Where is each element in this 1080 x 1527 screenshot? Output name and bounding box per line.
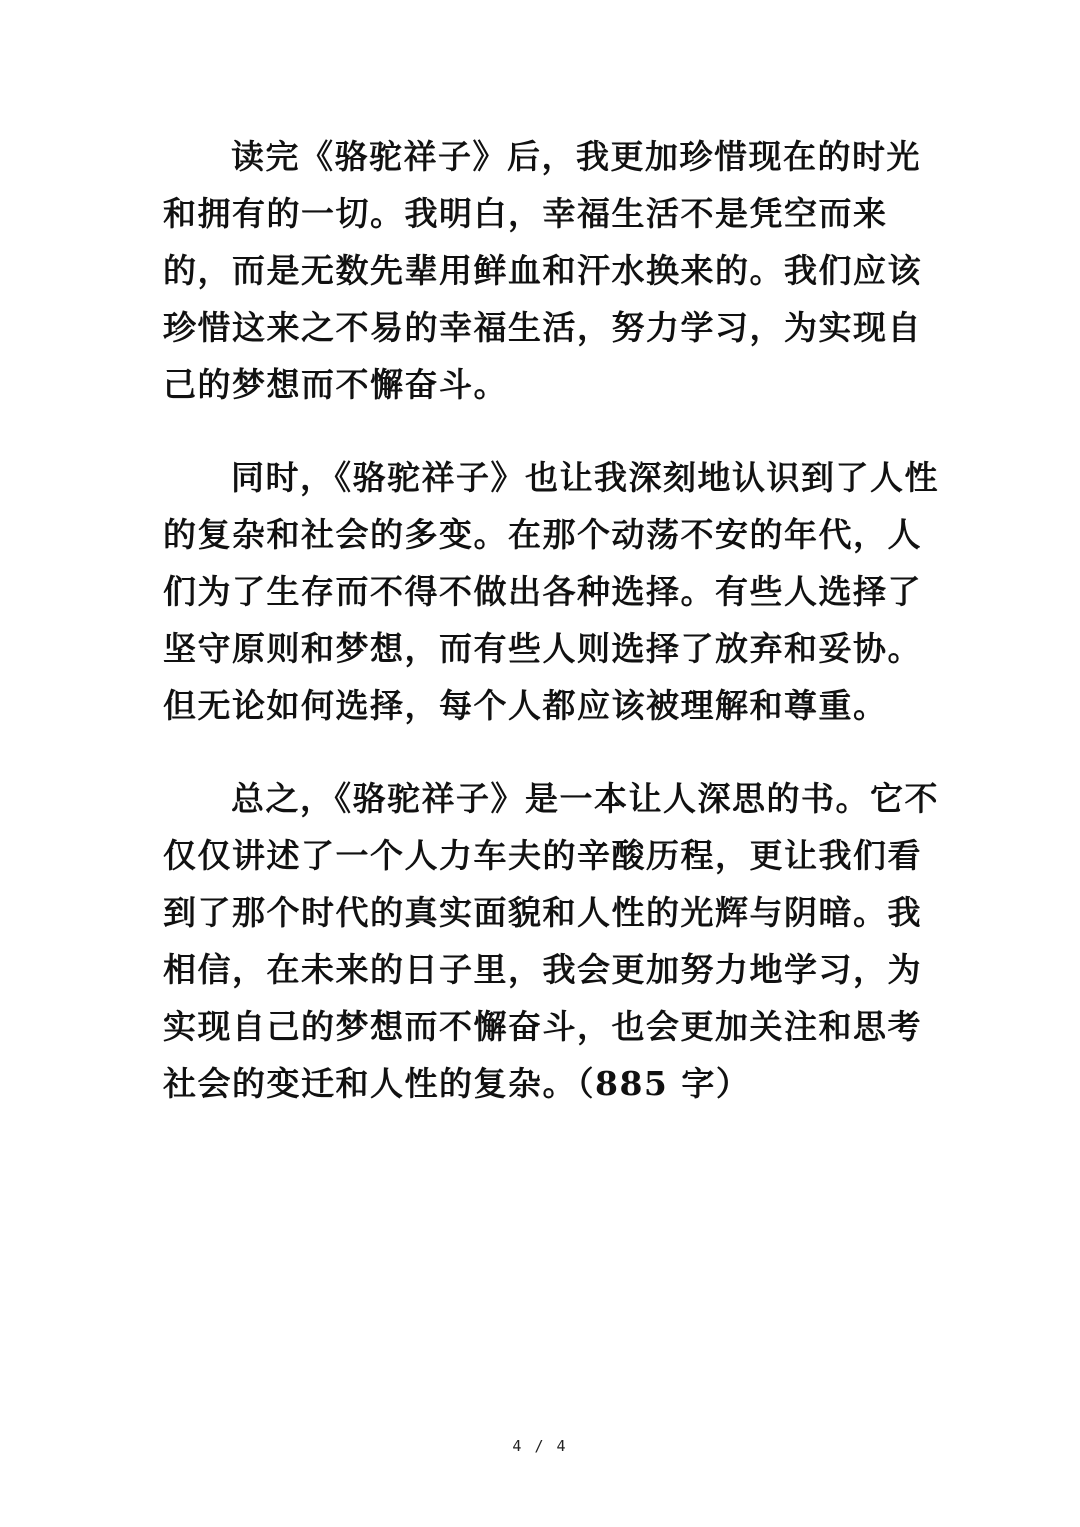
paragraph-line: 仅仅讲述了一个人力车夫的辛酸历程，更让我们看 xyxy=(163,836,922,875)
paragraph-1 xyxy=(163,128,922,413)
paragraph-line: 珍惜这来之不易的幸福生活，努力学习，为实现自 xyxy=(163,308,922,347)
paragraph-line: 但无论如何选择，每个人都应该被理解和尊重。 xyxy=(163,686,888,725)
paragraph-line: 社会的变迁和人性的复杂。（885 字） xyxy=(163,1064,751,1103)
paragraph-line: 总之，《骆驼祥子》是一本让人深思的书。它不 xyxy=(231,779,939,818)
paragraph-line: 的，而是无数先辈用鲜血和汗水换来的。我们应该 xyxy=(163,251,922,290)
paragraph-line: 实现自己的梦想而不懈奋斗，也会更加关注和思考 xyxy=(163,1007,922,1046)
paragraph-line: 和拥有的一切。我明白，幸福生活不是凭空而来 xyxy=(163,194,888,233)
paragraph-spacer xyxy=(163,413,903,449)
paragraph-line: 的复杂和社会的多变。在那个动荡不安的年代，人 xyxy=(163,515,922,554)
essay-body xyxy=(163,128,939,1112)
paragraph-line: 己的梦想而不懈奋斗。 xyxy=(163,365,508,404)
paragraph-2 xyxy=(163,449,939,734)
paragraph-line: 相信，在未来的日子里，我会更加努力地学习，为 xyxy=(163,950,922,989)
paragraph-line: 到了那个时代的真实面貌和人性的光辉与阴暗。我 xyxy=(163,893,922,932)
page-number: 4 / 4 xyxy=(512,1437,568,1455)
paragraph-spacer xyxy=(163,734,903,770)
paragraph-line: 读完《骆驼祥子》后，我更加珍惜现在的时光 xyxy=(231,137,921,176)
paragraph-line: 坚守原则和梦想，而有些人则选择了放弃和妥协。 xyxy=(163,629,922,668)
paragraph-3 xyxy=(163,770,939,1112)
paragraph-line: 们为了生存而不得不做出各种选择。有些人选择了 xyxy=(163,572,922,611)
paragraph-line: 同时，《骆驼祥子》也让我深刻地认识到了人性 xyxy=(231,458,939,497)
